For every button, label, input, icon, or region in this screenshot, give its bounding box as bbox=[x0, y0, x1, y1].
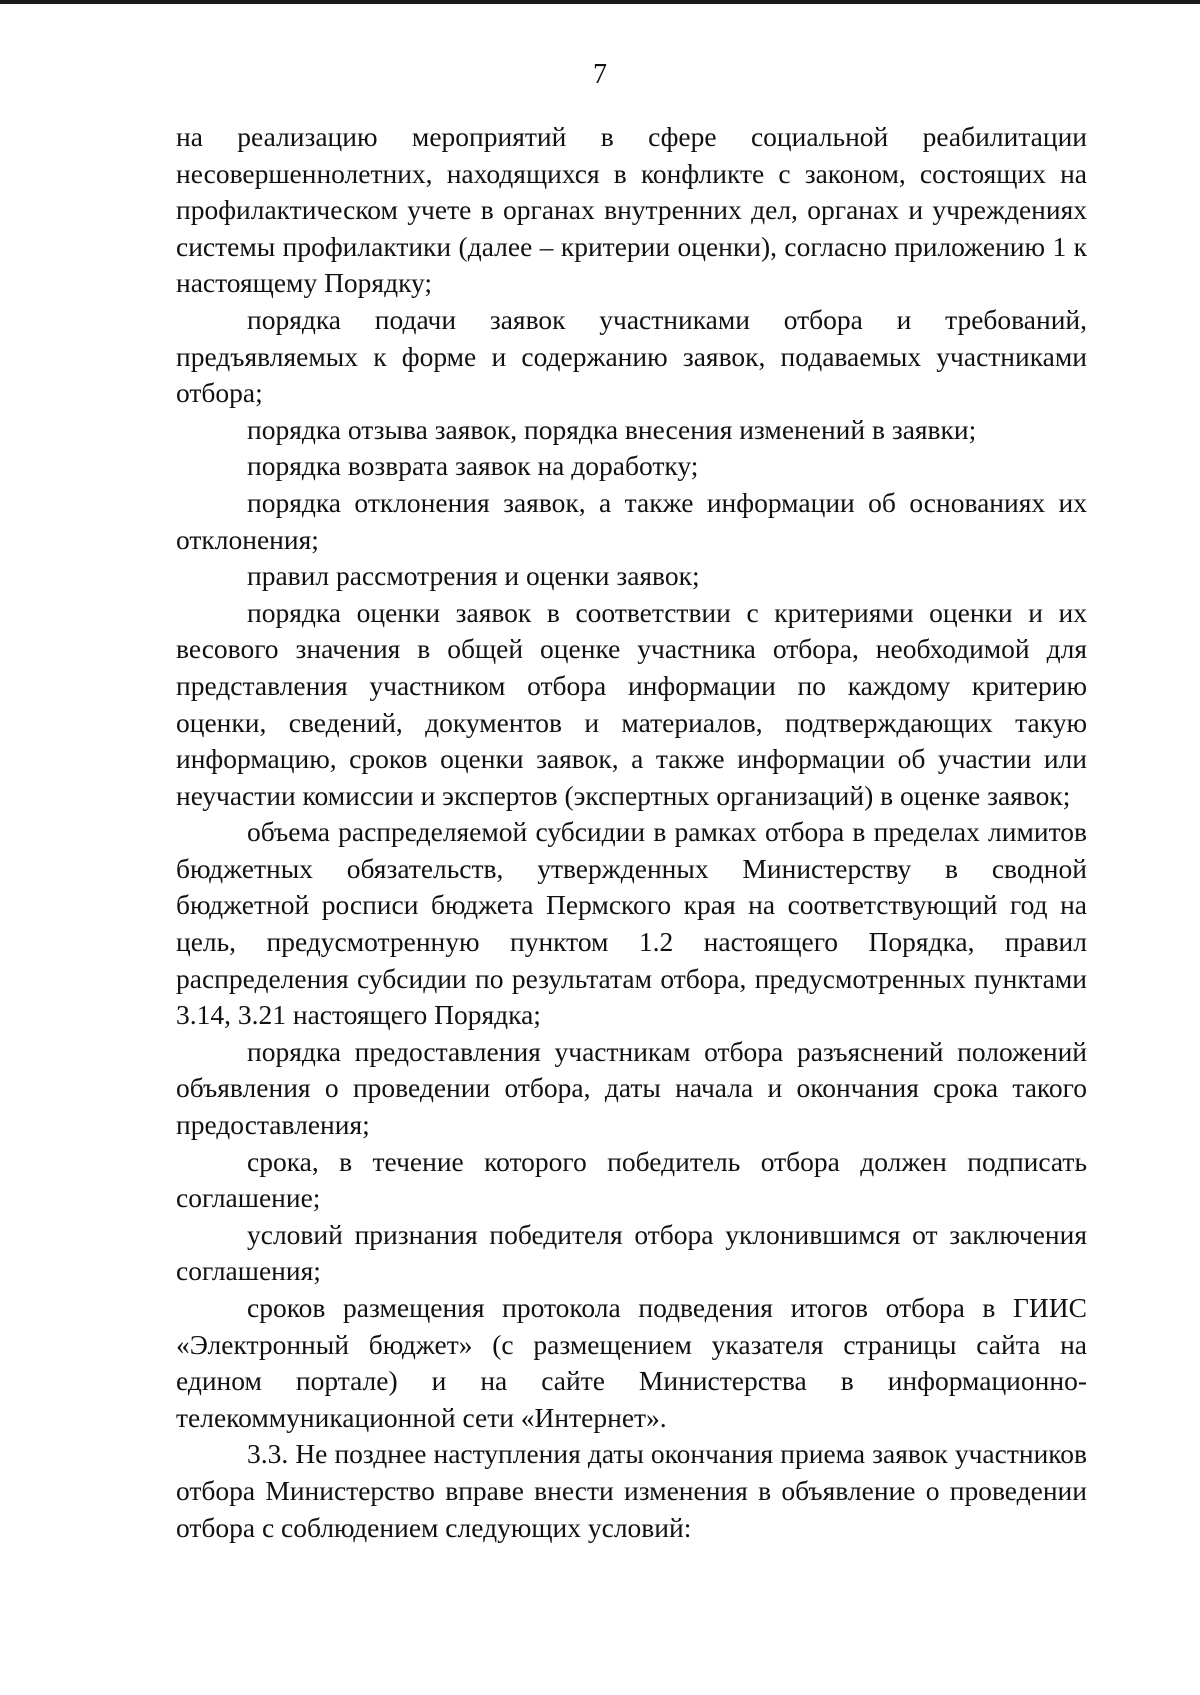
paragraph: 3.3. Не позднее наступления даты окончания приема заявок участников отбора Министерство вправе внести изменения в объявление о проведении отбора с соблюдением следующих условий: bbox=[176, 1438, 1087, 1543]
scan-top-edge bbox=[0, 0, 1200, 4]
paragraph: порядка оценки заявок в соответствии с критериями оценки и их весового значения в общей оценке участника отбора, необходимой для представления участником отбора информации по каждому критерию оценки, сведений, документов и материалов, подтверждающих такую информацию, сроков оценки заявок, а также информации об участии или неучастии комиссии и экспертов (экспертных организаций) в оценке заявок; bbox=[176, 596, 1087, 811]
page-number: 7 bbox=[593, 59, 607, 90]
paragraph: условий признания победителя отбора уклонившимся от заключения соглашения; bbox=[176, 1218, 1087, 1287]
document-body bbox=[176, 119, 1087, 1546]
paragraph: порядка возврата заявок на доработку; bbox=[247, 450, 699, 482]
paragraph: объема распределяемой субсидии в рамках отбора в пределах лимитов бюджетных обязательств, утвержденных Министерству в сводной бюджетной росписи бюджета Пермского края на соответствующий год на цель, предусмотренную пунктом 1.2 настоящего Порядка, правил распределения субсидии по результатам отбора, предусмотренных пунктами 3.14, 3.21 настоящего Порядка; bbox=[176, 816, 1087, 1031]
paragraph: на реализацию мероприятий в сфере социальной реабилитации несовершеннолетних, находящихся в конфликте с законом, состоящих на профилактическом учете в органах внутренних дел, органах и учреждениях системы профилактики (далее – критерии оценки), согласно приложению 1 к настоящему Порядку; bbox=[176, 121, 1087, 299]
paragraph: сроков размещения протокола подведения итогов отбора в ГИИС «Электронный бюджет» (с размещением указателя страницы сайта на едином портале) и на сайте Министерства в информационно-телекоммуникационной сети «Интернет». bbox=[176, 1292, 1087, 1433]
paragraph: порядка отзыва заявок, порядка внесения изменений в заявки; bbox=[247, 413, 977, 445]
paragraph: срока, в течение которого победитель отбора должен подписать соглашение; bbox=[176, 1145, 1087, 1214]
paragraph: порядка предоставления участникам отбора разъяснений положений объявления о проведении отбора, даты начала и окончания срока такого предоставления; bbox=[176, 1035, 1087, 1141]
paragraph: порядка отклонения заявок, а также информации об основаниях их отклонения; bbox=[176, 486, 1087, 555]
paragraph: правил рассмотрения и оценки заявок; bbox=[247, 560, 700, 592]
paragraph: порядка подачи заявок участниками отбора и требований, предъявляемых к форме и содержанию заявок, подаваемых участниками отбора; bbox=[176, 303, 1087, 409]
